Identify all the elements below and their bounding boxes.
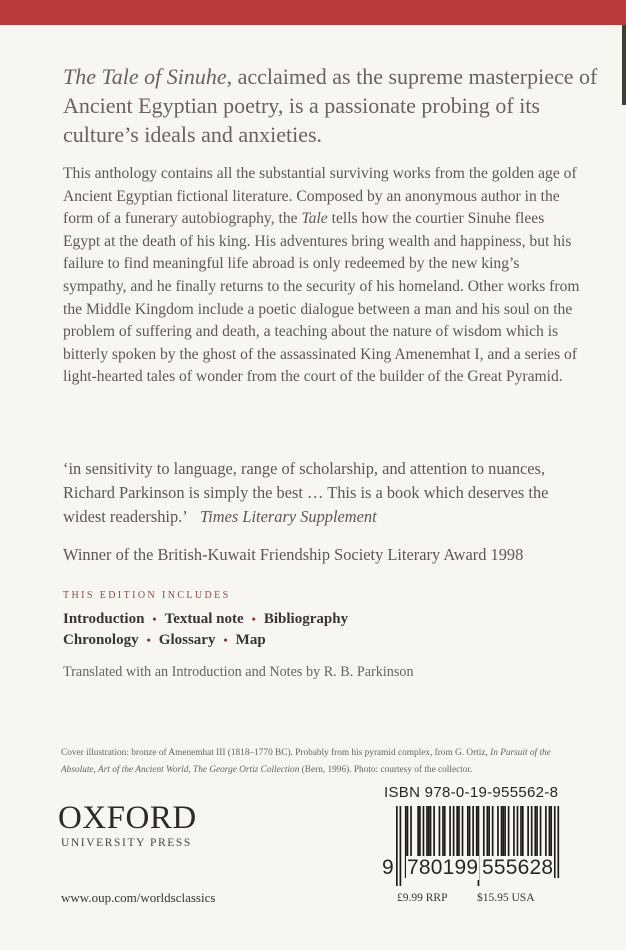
bullet-icon: • bbox=[251, 612, 256, 626]
barcode-first-digit: 9 bbox=[382, 856, 394, 879]
review-text: ‘in sensitivity to language, range of scholarship, and attention to nuances, Richard Parkinson is simply the best … This is a book which deserves the widest readership.’ bbox=[63, 459, 549, 526]
lead-title: The Tale of Sinuhe bbox=[63, 64, 227, 89]
price-uk: £9.99 RRP bbox=[397, 892, 448, 904]
credit-part1: Cover illustration: bronze of Amenemhat III (1818–1770 BC). Probably from his pyramid complex, from G. Ortiz, bbox=[61, 748, 491, 758]
barcode-right-digits: 555628 bbox=[482, 856, 554, 879]
includes-heading: THIS EDITION INCLUDES bbox=[63, 590, 231, 601]
description-part2: tells how the courtier Sinuhe flees Egypt at the death of his king. His adventures bring wealth and happiness, but his failure to find meaningful life abroad is only redeemed by the new king’s sympathy, and he finally returns to the security of his homeland. Other works from the Middle Kingdom include a poetic dialogue between a man and his soul on the problem of suffering and death, a teaching about the nature of wisdom which is bitterly spoken by the ghost of the assassinated King Amenemhat I, and a series of light-hearted tales of wonder from the court of the builder of the Great Pyramid. bbox=[63, 210, 580, 386]
translator-credit: Translated with an Introduction and Notes by R. B. Parkinson bbox=[63, 664, 414, 680]
description-italic: Tale bbox=[301, 210, 328, 228]
description-paragraph bbox=[63, 163, 583, 389]
bullet-icon: • bbox=[146, 633, 151, 647]
description-part1: This anthology contains all the substantial surviving works from the golden age of Ancient Egyptian fictional literature. Composed by an anonymous author in the form of a funerary autobiography, the bbox=[63, 165, 577, 228]
barcode-left-digits: 780199 bbox=[407, 856, 479, 879]
barcode-bar bbox=[396, 806, 398, 886]
includes-item: Glossary bbox=[158, 632, 216, 648]
lead-text: , acclaimed as the supreme masterpiece of Ancient Egyptian poetry, is a passionate probing of its culture’s ideals and anxieties. bbox=[63, 64, 598, 147]
lead-blurb bbox=[63, 62, 603, 149]
bullet-icon: • bbox=[223, 633, 228, 647]
credit-italic: In Pursuit of the Absolute, Art of the Ancient World, The George Ortiz Collection bbox=[61, 748, 551, 775]
review-source: Times Literary Supplement bbox=[200, 507, 377, 526]
includes-item: Introduction bbox=[63, 611, 145, 627]
cover-illustration-credit bbox=[61, 745, 581, 779]
bullet-icon: • bbox=[152, 612, 157, 626]
publisher-logo-subtitle: UNIVERSITY PRESS bbox=[61, 837, 192, 849]
cover-top-band bbox=[0, 0, 626, 25]
award-line: Winner of the British-Kuwait Friendship Society Literary Award 1998 bbox=[63, 545, 524, 564]
barcode-bar bbox=[557, 806, 559, 878]
includes-item: Textual note bbox=[164, 611, 244, 627]
barcode-bar bbox=[400, 806, 402, 886]
includes-item: Map bbox=[235, 632, 266, 648]
publisher-website: www.oup.com/worldsclassics bbox=[61, 890, 216, 905]
includes-row-2 bbox=[63, 632, 266, 649]
includes-item: Chronology bbox=[63, 632, 139, 648]
publisher-logo-name: OXFORD bbox=[58, 800, 197, 836]
price-us: $15.95 USA bbox=[477, 892, 535, 904]
isbn-label: ISBN 978-0-19-955562-8 bbox=[384, 784, 559, 801]
review-quote bbox=[63, 457, 583, 529]
credit-part2: (Bern, 1996). Photo: courtesy of the collector. bbox=[299, 765, 473, 775]
cover-edge-strip bbox=[622, 25, 626, 105]
includes-item: Bibliography bbox=[263, 611, 349, 627]
includes-row-1 bbox=[63, 611, 348, 628]
